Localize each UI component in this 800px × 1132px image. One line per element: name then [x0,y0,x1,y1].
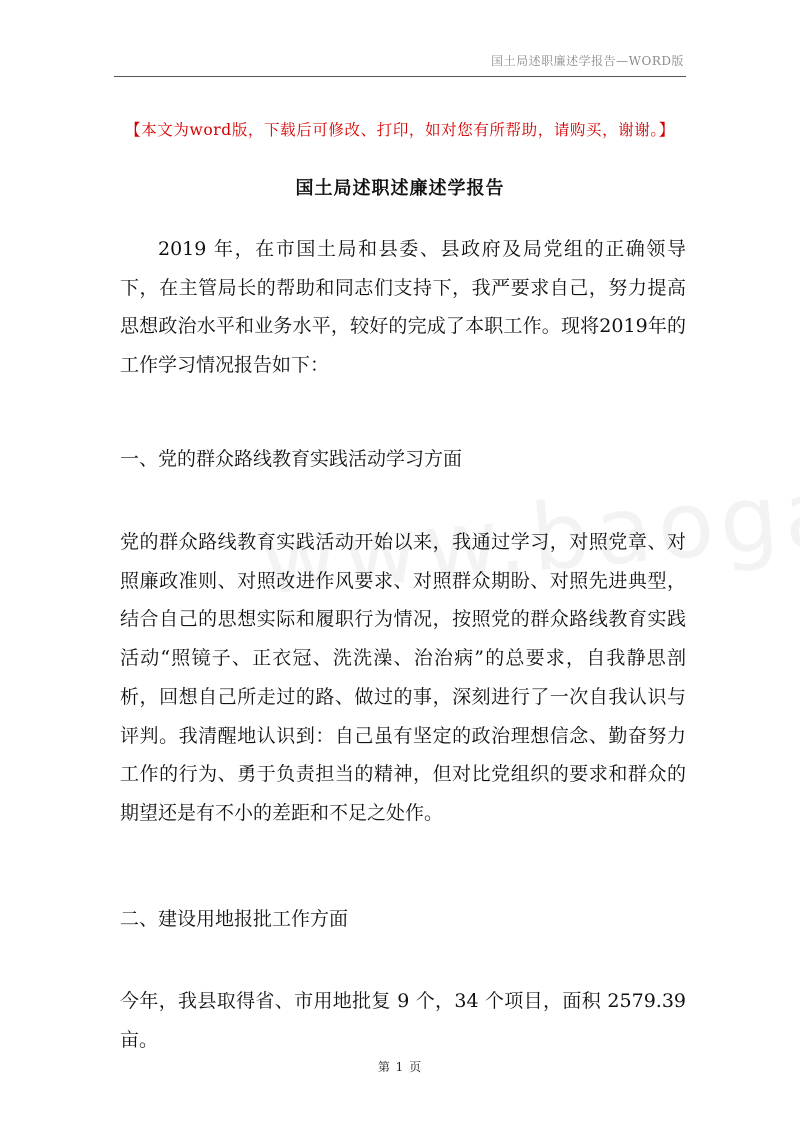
running-header: 国土局述职廉述学报告—WORD版 [491,54,684,68]
section-heading-1: 一、党的群众路线教育实践活动学习方面 [120,448,463,470]
page-number: 第 1 页 [377,1060,423,1074]
section-heading-2: 二、建设用地报批工作方面 [120,908,349,930]
header-divider [114,76,686,77]
document-title: 国土局述职述廉述学报告 [295,178,505,199]
section-2-paragraph: 今年，我县取得省、市用地批复 9 个，34 个项目，面积 2579.39 亩。 [120,990,686,1051]
download-notice: 【本文为word版，下载后可修改、打印，如对您有所帮助，请购买，谢谢。】 [125,121,675,139]
intro-paragraph: 2019 年，在市国土局和县委、县政府及局党组的正确领导下，在主管局长的帮助和同志们支持下，我严要求自己，努力提高思想政治水平和业务水平，较好的完成了本职工作。现将2019年的工作学习情况报告如下： [120,238,686,377]
section-1-paragraph: 党的群众路线教育实践活动开始以来，我通过学习，对照党章、对照廉政准则、对照改进作风要求、对照群众期盼、对照先进典型，结合自己的思想实际和履职行为情况，按照党的群众路线教育实践活动“照镜子、正衣冠、洗洗澡、治治病”的总要求，自我静思剖析，回想自己所走过的路、做过的事，深刻进行了一次自我认识与评判。我清醒地认识到：自己虽有坚定的政治理想信念、勤奋努力工作的行为、勇于负责担当的精神，但对比党组织的要求和群众的期望还是有不小的差距和不足之处作。 [120,531,686,824]
